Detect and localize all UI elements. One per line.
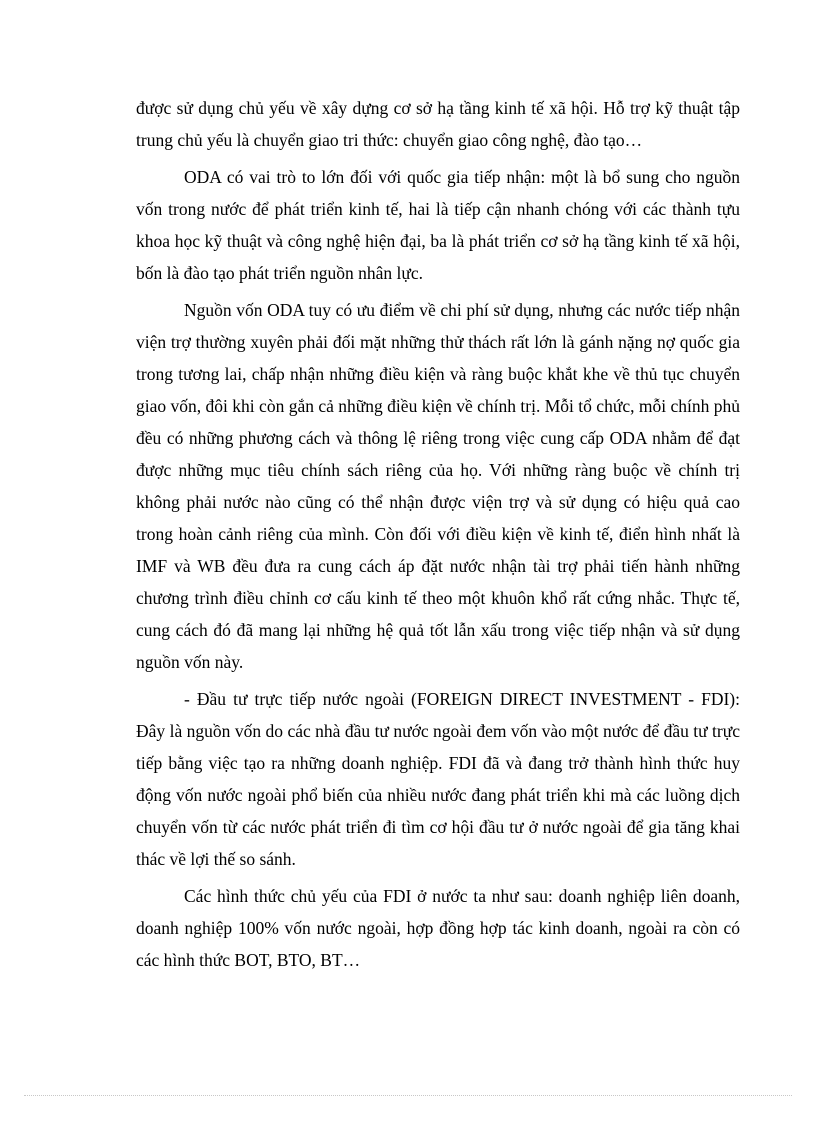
paragraph-continuation: được sử dụng chủ yếu về xây dựng cơ sở hạ tầng kinh tế xã hội. Hỗ trợ kỹ thuật tập trung chủ yếu là chuyển giao tri thức: chuyển giao công nghệ, đào tạo… [136,98,740,150]
paragraph-oda-role: ODA có vai trò to lớn đối với quốc gia tiếp nhận: một là bổ sung cho nguồn vốn trong nước để phát triển kinh tế, hai là tiếp cận nhanh chóng với các thành tựu khoa học kỹ thuật và công nghệ hiện đại, ba là phát triển cơ sở hạ tầng kinh tế xã hội, bốn là đào tạo phát triển nguồn nhân lực. [136,167,740,283]
document-body [136,92,740,981]
paragraph-fdi-forms: Các hình thức chủ yếu của FDI ở nước ta như sau: doanh nghiệp liên doanh, doanh nghiệp 100% vốn nước ngoài, hợp đồng hợp tác kinh doanh, ngoài ra còn có các hình thức BOT, BTO, BT… [136,886,740,970]
paragraph-oda-conditions: Nguồn vốn ODA tuy có ưu điểm về chi phí sử dụng, nhưng các nước tiếp nhận viện trợ thường xuyên phải đối mặt những thử thách rất lớn là gánh nặng nợ quốc gia trong tương lai, chấp nhận những điều kiện và ràng buộc khắt khe về thủ tục chuyển giao vốn, đôi khi còn gắn cả những điều kiện về chính trị. Mỗi tổ chức, mỗi chính phủ đều có những phương cách và thông lệ riêng trong việc cung cấp ODA nhằm để đạt được những mục tiêu chính sách riêng của họ. Với những ràng buộc về chính trị không phải nước nào cũng có thể nhận được viện trợ và sử dụng có hiệu quả cao trong hoàn cảnh riêng của mình. Còn đối với điều kiện về kinh tế, điển hình nhất là IMF và WB đều đưa ra cung cách áp đặt nước nhận tài trợ phải tiến hành những chương trình điều chỉnh cơ cấu kinh tế theo một khuôn khổ rất cứng nhắc. Thực tế, cung cách đó đã mang lại những hệ quả tốt lẫn xấu trong việc tiếp nhận và sử dụng nguồn vốn này. [136,300,740,672]
footer-divider [24,1095,792,1096]
paragraph-fdi-definition: - Đầu tư trực tiếp nước ngoài (FOREIGN DIRECT INVESTMENT - FDI): Đây là nguồn vốn do các nhà đầu tư nước ngoài đem vốn vào một nước để đầu tư trực tiếp bằng việc tạo ra những doanh nghiệp. FDI đã và đang trở thành hình thức huy động vốn nước ngoài phổ biến của nhiều nước đang phát triển khi mà các luồng dịch chuyển vốn từ các nước phát triển đi tìm cơ hội đầu tư ở nước ngoài để gia tăng khai thác về lợi thế so sánh. [136,689,740,869]
